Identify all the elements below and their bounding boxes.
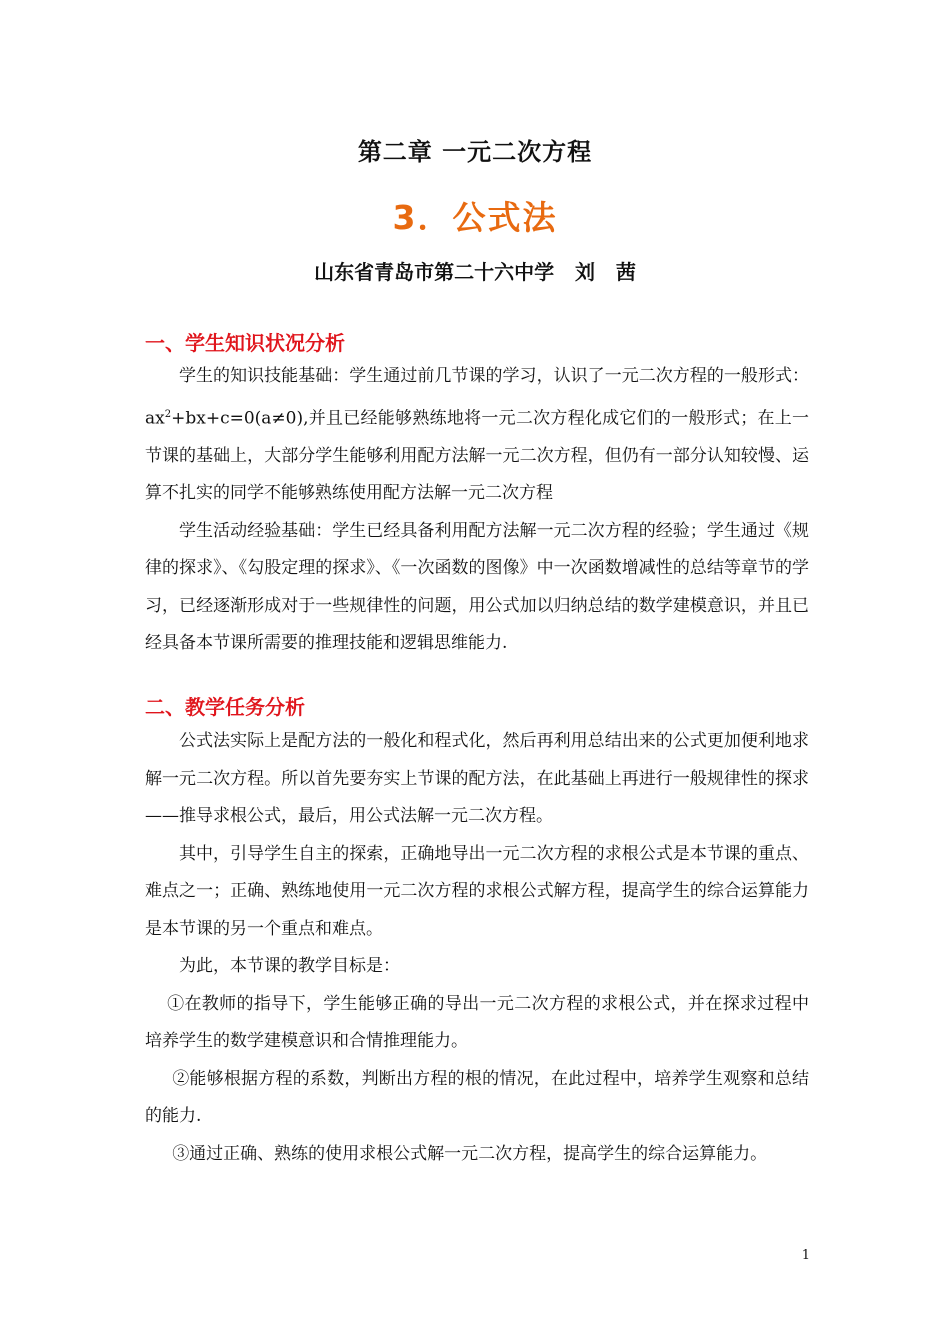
paragraph-goals-intro: 为此，本节课的教学目标是： (179, 956, 400, 976)
paragraph-activity-experience: 学生活动经验基础：学生已经具备利用配方法解一元二次方程的经验；学生通过《规律的探求》、《勾股定理的探求》、《一次函数的图像》中一次函数增减性的总结等章节的学习，已经逐渐形成对于一些规律性的问题，用公式加以归纳总结的数学建模意识，并且已经具备本节课所需要的推理技能和逻辑思维能力. (145, 520, 809, 654)
section-student-analysis-body (145, 358, 809, 663)
exponent-superscript: 2 (164, 408, 172, 420)
section-heading-student-analysis: 一、学生知识状况分析 (145, 331, 345, 355)
goal-item-3: ③通过正确、熟练的使用求根公式解一元二次方程，提高学生的综合运算能力。 (172, 1143, 768, 1164)
knowledge-basis-text-start: 学生的知识技能基础：学生通过前几节课的学习，认识了一元二次方程的一般形式：ax (145, 366, 809, 429)
section-task-analysis-body (145, 723, 809, 1173)
paragraph-key-points: 其中，引导学生自主的探索，正确地导出一元二次方程的求根公式是本节课的重点、难点之一；正确、熟练地使用一元二次方程的求根公式解方程，提高学生的综合运算能力是本节课的另一个重点和难点。 (145, 843, 809, 939)
lesson-title: 3．公式法 (392, 198, 558, 237)
goal-item-2: ②能够根据方程的系数，判断出方程的根的情况，在此过程中，培养学生观察和总结的能力. (145, 1068, 809, 1126)
knowledge-basis-text-end: +bx+c=0(a≠0),并且已经能够熟练地将一元二次方程化成它们的一般形式；在上一节课的基础上，大部分学生能够利用配方法解一元二次方程，但仍有一部分认知较慢、运算不扎实的同学不能够熟练使用配方法解一元二次方程 (145, 408, 809, 504)
author-line: 山东省青岛市第二十六中学 刘 茜 (314, 260, 636, 284)
chapter-title: 第二章 一元二次方程 (357, 138, 593, 166)
section-heading-task-analysis: 二、教学任务分析 (145, 695, 305, 719)
page-number: 1 (801, 1248, 810, 1263)
paragraph-formula-method: 公式法实际上是配方法的一般化和程式化，然后再利用总结出来的公式更加便利地求解一元二次方程。所以首先要夯实上节课的配方法，在此基础上再进行一般规律性的探求——推导求根公式，最后，用公式法解一元二次方程。 (145, 731, 809, 826)
paragraph-knowledge-basis (145, 358, 809, 513)
goal-item-1: ①在教师的指导下，学生能够正确的导出一元二次方程的求根公式，并在探求过程中培养学生的数学建模意识和合情推理能力。 (145, 993, 809, 1051)
